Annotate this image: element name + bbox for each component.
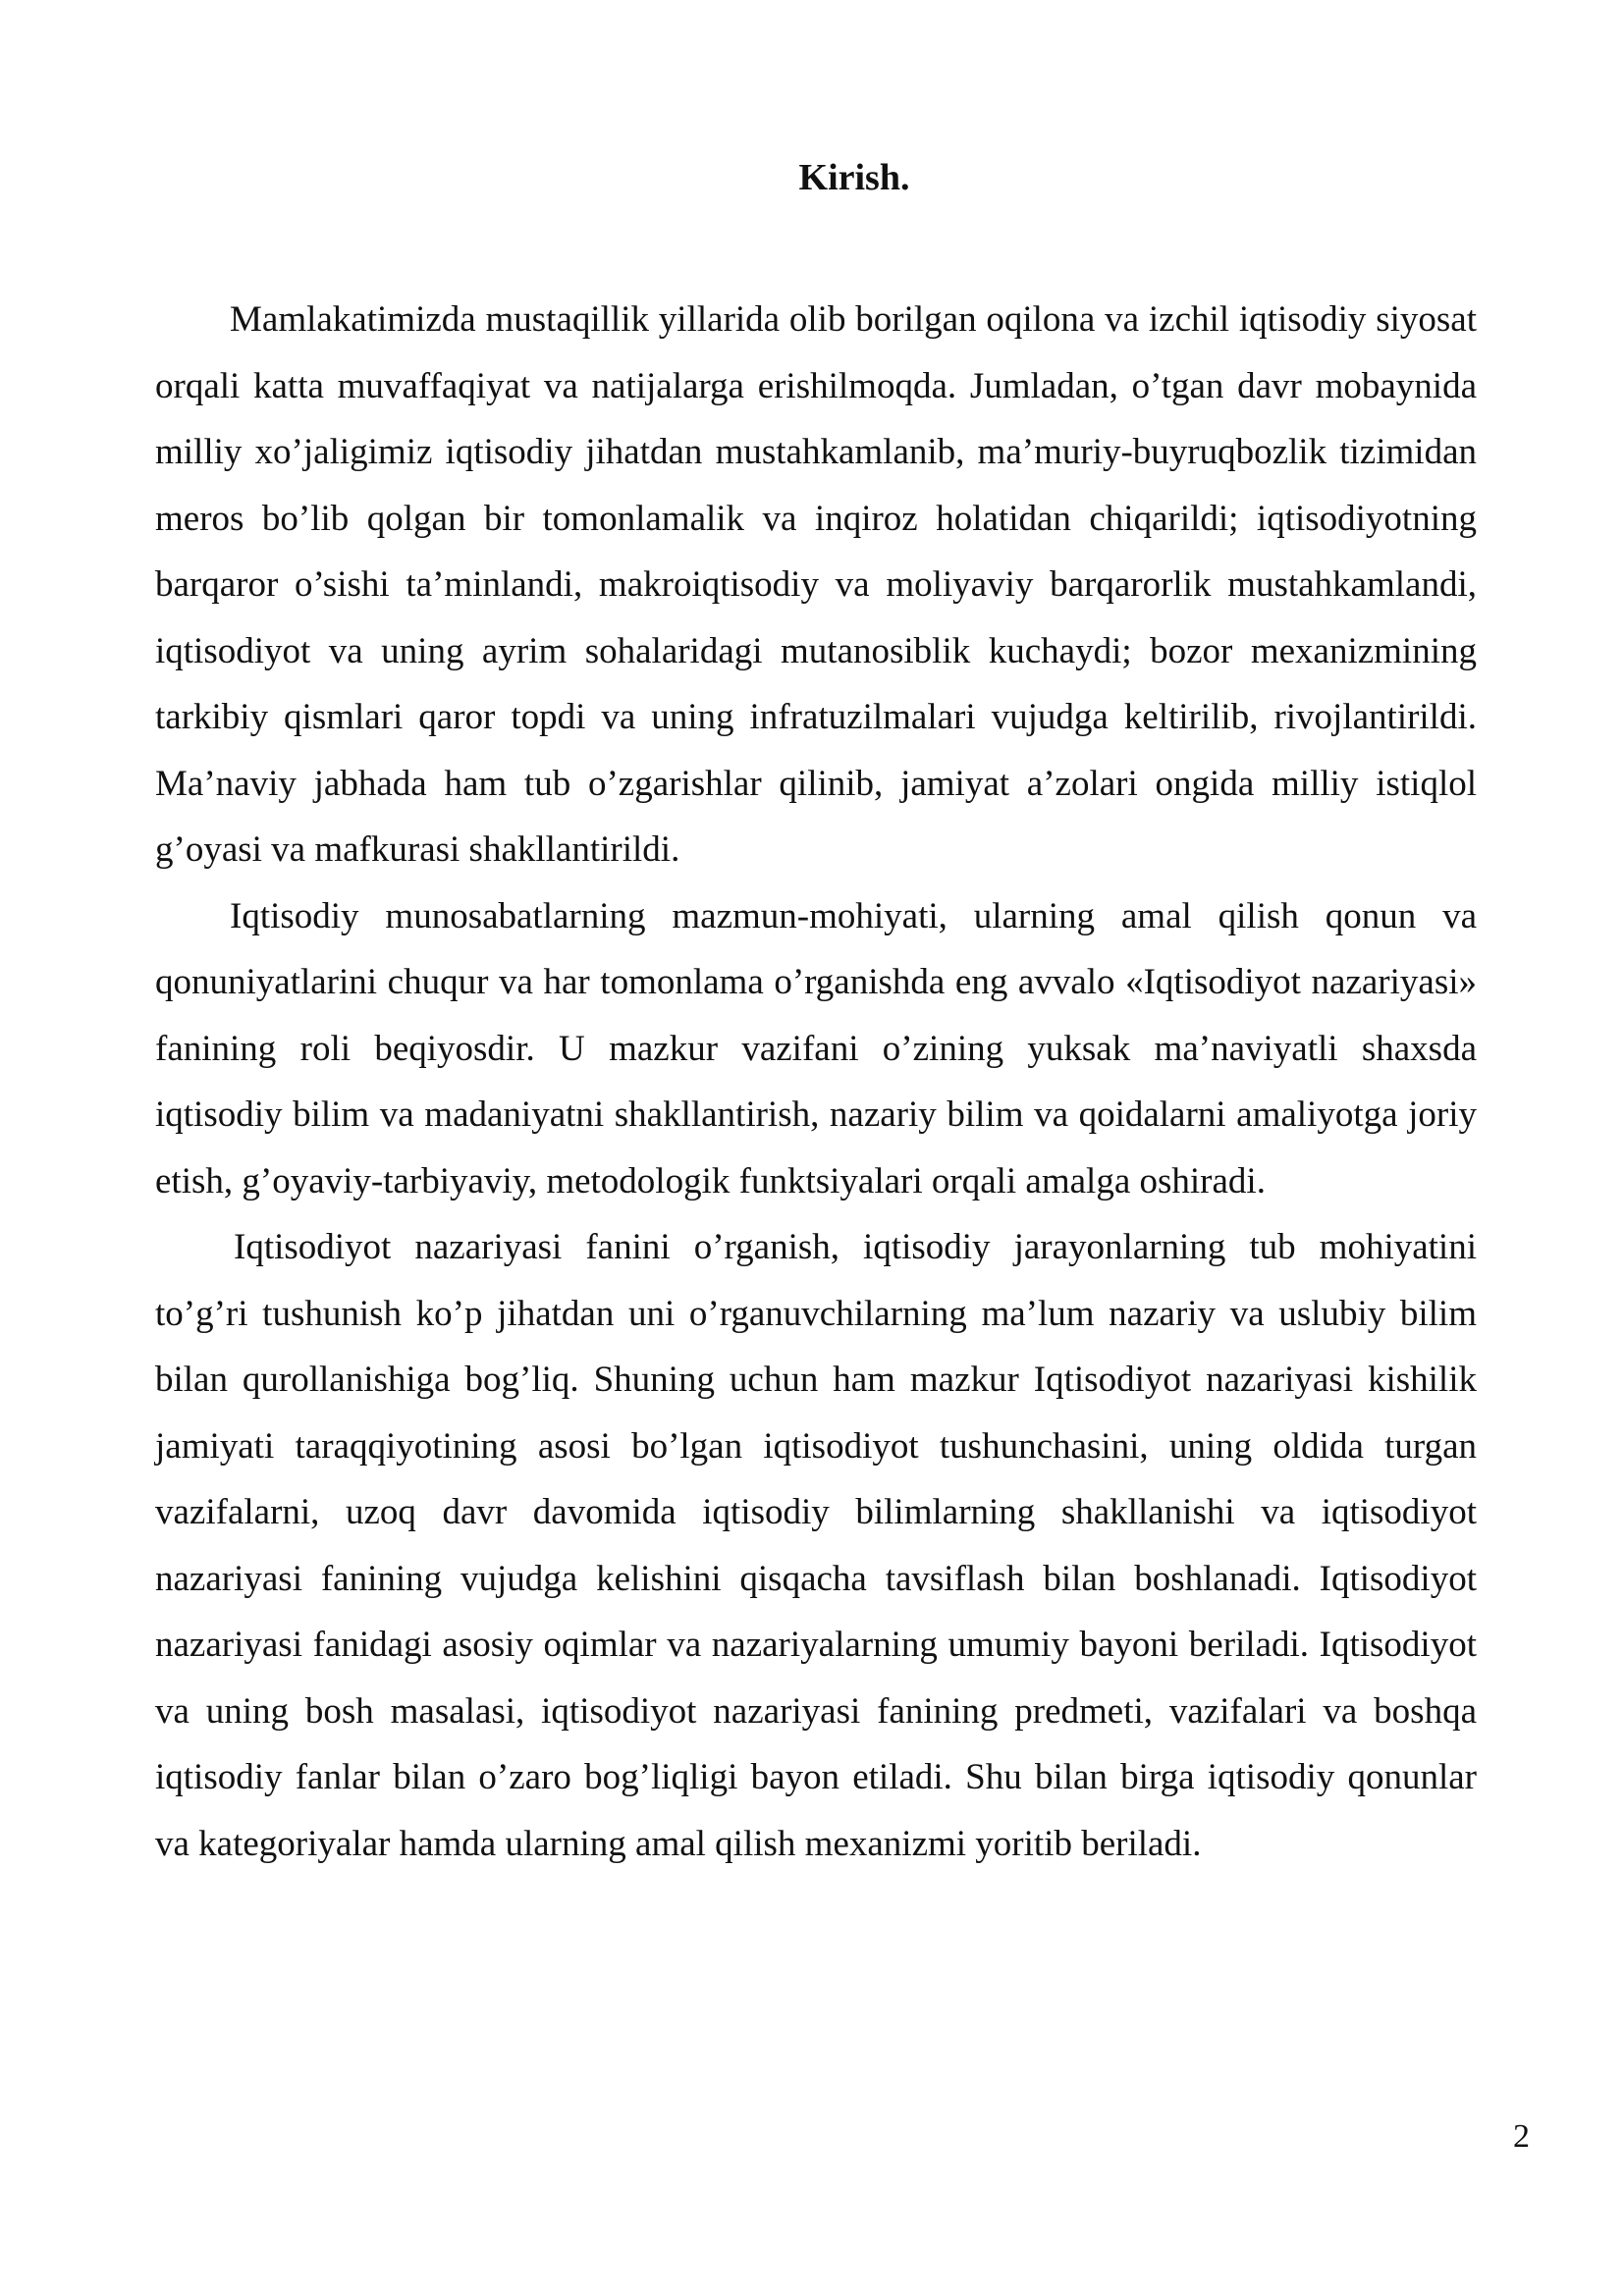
paragraph-2: Iqtisodiy munosabatlarning mazmun-mohiyati, ularning amal qilish qonun va qonuniyatlarini chuqur va har tomonlama o’rganishda eng avvalo «Iqtisodiyot nazariyasi» fanining roli beqiyosdir. U mazkur vazifani o’zining yuksak ma’naviyatli shaxsda iqtisodiy bilim va madaniyatni shakllantirish, nazariy bilim va qoidalarni amaliyotga joriy etish, g’oyaviy-tarbiyaviy, metodologik funktsiyalari orqali amalga oshiradi.: [155, 895, 1477, 1201]
paragraph-3: Iqtisodiyot nazariyasi fanini o’rganish, iqtisodiy jarayonlarning tub mohiyatini to’g’ri tushunish ko’p jihatdan uni o’rganuvchilarning ma’lum nazariy va uslubiy bilim bilan qurollanishiga bog’liq. Shuning uchun ham mazkur Iqtisodiyot nazariyasi kishilik jamiyati taraqqiyotining asosi bo’lgan iqtisodiyot tushunchasini, uning oldida turgan vazifalarni, uzoq davr davomida iqtisodiy bilimlarning shakllanishi va iqtisodiyot nazariyasi fanining vujudga kelishini qisqacha tavsiflash bilan boshlanadi. Iqtisodiyot nazariyasi fanidagi asosiy oqimlar va nazariyalarning umumiy bayoni beriladi. Iqtisodiyot va uning bosh masalasi, iqtisodiyot nazariyasi fanining predmeti, vazifalari va boshqa iqtisodiy fanlar bilan o’zaro bog’liqligi bayon etiladi. Shu bilan birga iqtisodiy qonunlar va kategoriyalar hamda ularning amal qilish mexanizmi yoritib beriladi.: [155, 1227, 1477, 1864]
body-text: [155, 287, 1477, 1877]
section-title: Kirish.: [798, 157, 910, 198]
page-number: 2: [1513, 2118, 1530, 2155]
paragraph-1: Mamlakatimizda mustaqillik yillarida olib borilgan oqilona va izchil iqtisodiy siyosat orqali katta muvaffaqiyat va natijalarga erishilmoqda. Jumladan, o’tgan davr mobaynida milliy xo’jaligimiz iqtisodiy jihatdan mustahkamlanib, ma’muriy-buyruqbozlik tizimidan meros bo’lib qolgan bir tomonlamalik va inqiroz holatidan chiqarildi; iqtisodiyotning barqaror o’sishi ta’minlandi, makroiqtisodiy va moliyaviy barqarorlik mustahkamlandi, iqtisodiyot va uning ayrim sohalaridagi mutanosiblik kuchaydi; bozor mexanizmining tarkibiy qismlari qaror topdi va uning infratuzilmalari vujudga keltirilib, rivojlantirildi. Ma’naviy jabhada ham tub o’zgarishlar qilinib, jamiyat a’zolari ongida milliy istiqlol g’oyasi va mafkurasi shakllantirildi.: [155, 299, 1477, 870]
